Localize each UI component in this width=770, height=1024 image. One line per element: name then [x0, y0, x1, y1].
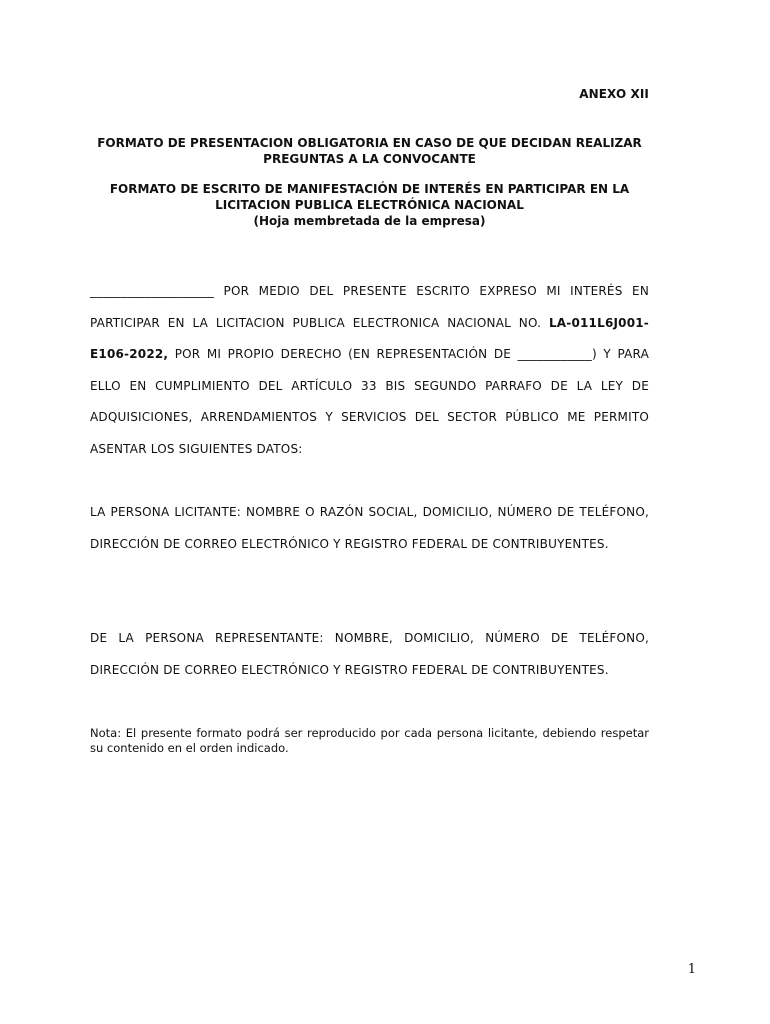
blank-representative-field[interactable]: ____________: [517, 347, 592, 361]
tender-number: LA-011L6J001-E106-2022,: [90, 315, 649, 361]
note-paragraph: Nota: El presente formato podrá ser reproducido por cada persona licitante, debiendo respetar su contenido en el orden indicado.: [90, 726, 649, 755]
representative-data-paragraph: DE LA PERSONA REPRESENTANTE: NOMBRE, DOMICILIO, NÚMERO DE TELÉFONO, DIRECCIÓN DE CORREO ELECTRÓNICO Y REGISTRO FEDERAL DE CONTRIBUYENTES.: [90, 631, 649, 677]
heading-obligatory-format: [90, 135, 649, 167]
heading1-line2: PREGUNTAS A LA CONVOCANTE: [263, 152, 476, 166]
heading2-line2: LICITACION PUBLICA ELECTRÓNICA NACIONAL: [215, 198, 524, 212]
paragraph1-text-c: ) Y PARA ELLO EN CUMPLIMIENTO DEL ARTÍCULO 33 BIS SEGUNDO PARRAFO DE LA LEY DE ADQUISICIONES, ARRENDAMIENTOS Y SERVICIOS DEL SECTOR PÚBLICO ME PERMITO ASENTAR LOS SIGUIENTES DATOS:: [90, 347, 650, 456]
interest-declaration-paragraph: [90, 276, 649, 465]
heading-interest-format: [90, 181, 649, 229]
blank-name-field[interactable]: ____________________: [90, 284, 214, 298]
bidder-data-paragraph: LA PERSONA LICITANTE: NOMBRE O RAZÓN SOCIAL, DOMICILIO, NÚMERO DE TELÉFONO, DIRECCIÓN DE CORREO ELECTRÓNICO Y REGISTRO FEDERAL DE CONTRIBUYENTES.: [90, 505, 649, 551]
paragraph1-text-b: POR MI PROPIO DERECHO (EN REPRESENTACIÓN DE: [168, 347, 518, 361]
page-number: 1: [687, 962, 696, 977]
heading2-line1: FORMATO DE ESCRITO DE MANIFESTACIÓN DE INTERÉS EN PARTICIPAR EN LA: [109, 182, 630, 196]
heading2-line3: (Hoja membretada de la empresa): [253, 214, 486, 228]
heading1-line1: FORMATO DE PRESENTACION OBLIGATORIA EN CASO DE QUE DECIDAN REALIZAR: [97, 136, 642, 150]
paragraph1-text-a: POR MEDIO DEL PRESENTE ESCRITO EXPRESO MI INTERÉS EN PARTICIPAR EN LA LICITACION PUBLICA ELECTRONICA NACIONAL NO.: [90, 284, 649, 330]
annex-label: ANEXO XII: [579, 87, 649, 101]
